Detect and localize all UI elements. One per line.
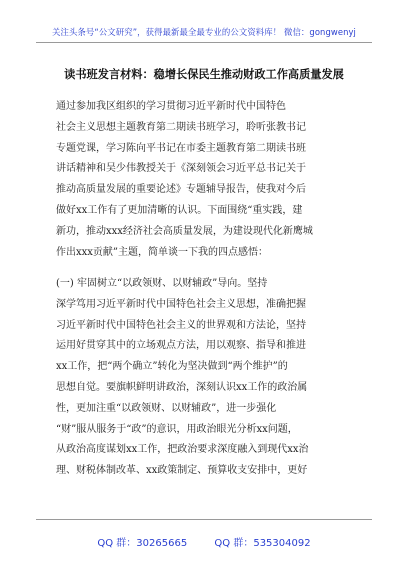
- text-line: 深学笃用习近平新时代中国特色社会主义思想，准确把握: [56, 298, 306, 310]
- text-line: 讲话精神和吴少伟教授关于《深刻领会习近平总书记关于: [56, 163, 306, 175]
- document-title: 读书班发言材料：稳增长保民生推动财政工作高质量发展: [64, 68, 344, 81]
- text-line: 专题党课，学习陈向平书记在市委主题教育第二期读书班: [56, 142, 306, 154]
- footer-qq-group-2: QQ 群：535304092: [214, 538, 311, 549]
- text-line: 性，更加注重“以政领财、以财辅政”，进一步强化: [56, 402, 277, 414]
- text-line: 社会主义思想主题教育第二期读书班学习，聆听张教书记: [56, 121, 306, 133]
- text-line: 理、财税体制改革、xx政策制定、预算收支安排中，更好: [56, 465, 308, 477]
- text-line: “财”服从服务于“政”的意识，用政治眼光分析xx问题，: [56, 423, 298, 435]
- paragraph-section-one: [56, 274, 356, 482]
- text-line: (一) 牢固树立“以政领财、以财辅政”导向。坚持: [56, 278, 268, 289]
- text-line: 思想自觉。要旗帜鲜明讲政治，深刻认识xx工作的政治属: [56, 381, 308, 393]
- header-banner: 关注头条号“公文研究”，获得最新最全最专业的公文资料库！ 微信：gongwenyj: [52, 27, 356, 37]
- text-line: 习近平新时代中国特色社会主义的世界观和方法论，坚持: [56, 319, 306, 331]
- text-line: 新功，推动xxx经济社会高质量发展，为建设现代化新鹰城: [56, 225, 313, 237]
- footer-qq-group-1: QQ 群：30265665: [97, 538, 188, 549]
- text-line: 运用好贯穿其中的立场观点方法，用以观察、指导和推进: [56, 340, 306, 352]
- paragraph-intro: [56, 97, 356, 263]
- footer-divider: [36, 519, 372, 520]
- text-line: 通过参加我区组织的学习贯彻习近平新时代中国特色: [56, 101, 286, 112]
- text-line: xx工作，把“两个确立”转化为坚决做到“两个维护”的: [56, 361, 288, 373]
- header-divider: [36, 42, 372, 43]
- footer: [0, 534, 408, 549]
- text-line: 做好xx工作有了更加清晰的认识。下面围绕“重实践，建: [56, 204, 303, 216]
- text-line: 作出xxx贡献”主题，简单谈一下我的四点感悟：: [56, 246, 269, 258]
- text-line: 推动高质量发展的重要论述》专题辅导报告，使我对今后: [56, 184, 306, 196]
- text-line: 从政治高度谋划xx工作，把政治要求深度融入到现代xx治: [56, 444, 309, 456]
